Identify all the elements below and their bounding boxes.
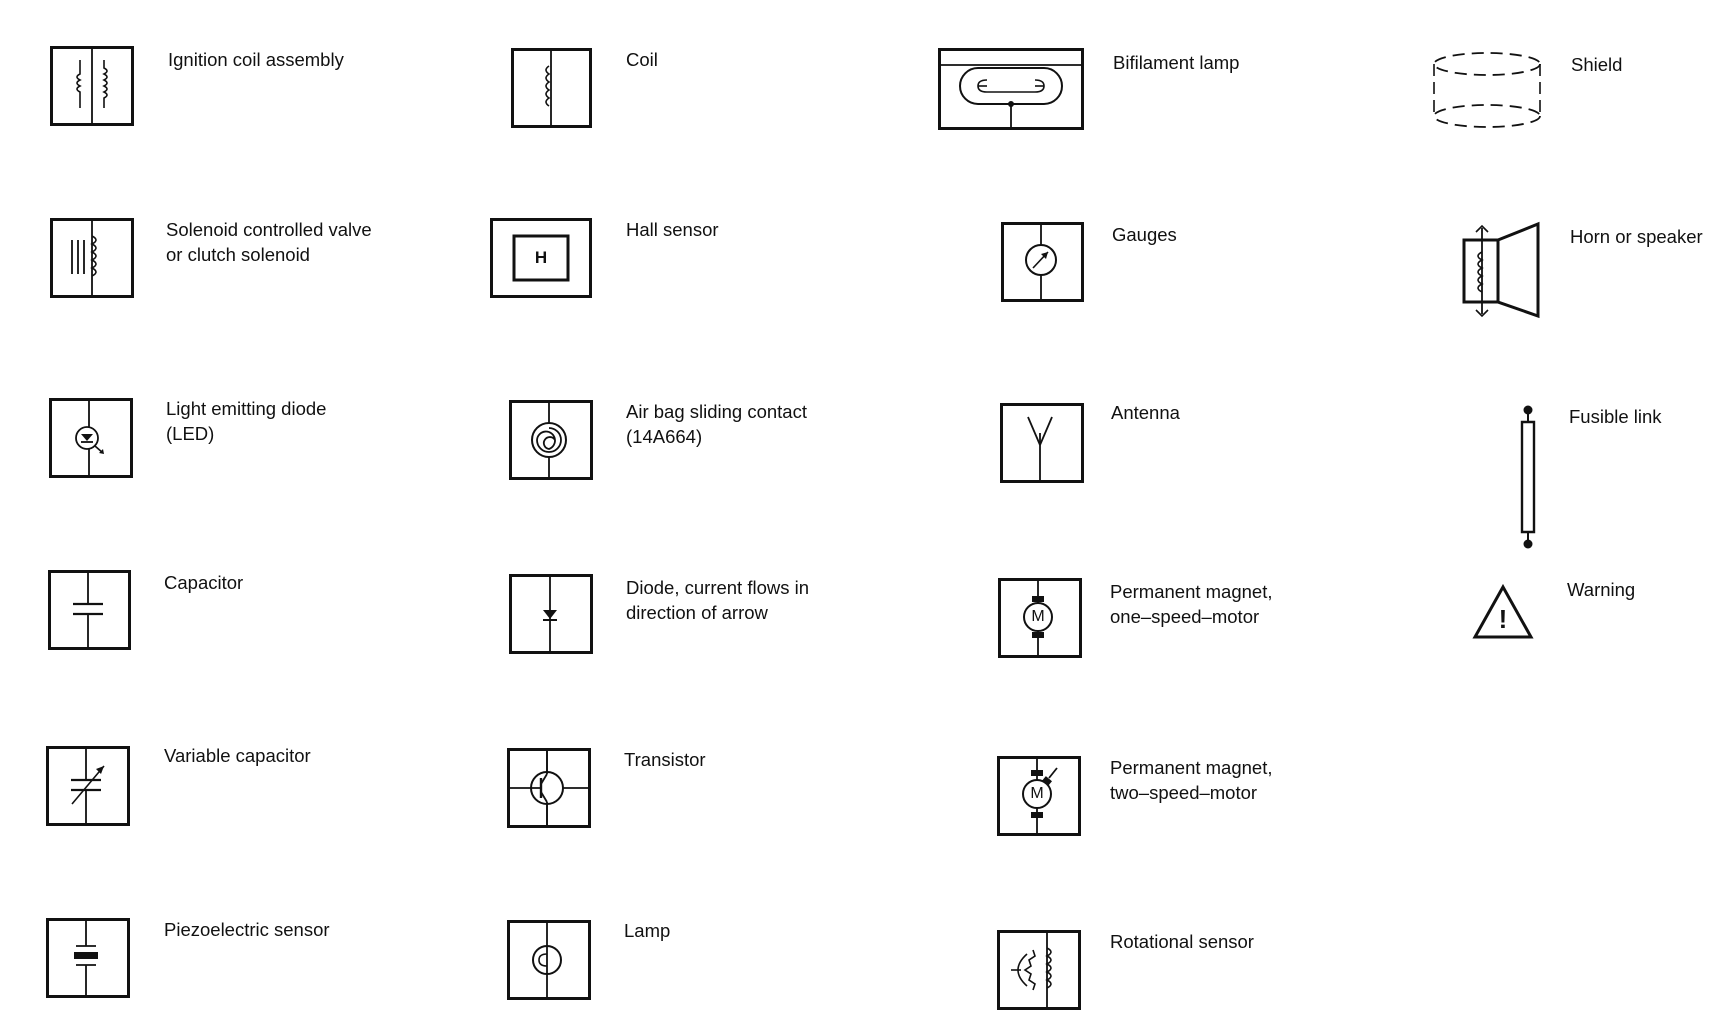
label-line: (14A664) — [626, 426, 703, 447]
label-line: Diode, current flows in — [626, 577, 810, 598]
label-line: Shield — [1571, 54, 1623, 75]
rotational-sensor-icon — [997, 930, 1081, 1010]
label-line: Horn or speaker — [1570, 226, 1703, 247]
airbag-sliding-contact-label — [626, 399, 807, 449]
label-line: Solenoid controlled valve — [166, 219, 372, 240]
variable-capacitor-label — [164, 743, 311, 768]
rotational-sensor-label — [1110, 929, 1254, 954]
gauge-icon — [1001, 222, 1084, 302]
label-line: Bifilament lamp — [1113, 52, 1240, 73]
gauges-label — [1112, 222, 1177, 247]
led-label — [166, 396, 326, 446]
shield-icon — [1432, 50, 1542, 132]
one-speed-motor-icon — [998, 578, 1082, 658]
hall-sensor-label — [626, 217, 719, 242]
label-line: Rotational sensor — [1110, 931, 1254, 952]
label-line: (LED) — [166, 423, 215, 444]
hall-glyph: H — [534, 248, 548, 267]
transistor-icon — [507, 748, 591, 828]
solenoid-valve-label — [166, 217, 372, 267]
ignition-coil-assembly-label — [168, 47, 344, 72]
label-line: Antenna — [1111, 402, 1180, 423]
lamp-label — [624, 918, 670, 943]
capacitor-icon — [48, 570, 131, 650]
fusible-link-icon — [1518, 404, 1538, 550]
label-line: Lamp — [624, 920, 671, 941]
label-line: Light emitting diode — [166, 398, 327, 419]
antenna-icon — [1000, 403, 1084, 483]
bifilament-lamp-icon — [938, 48, 1084, 130]
motor-glyph: M — [1030, 785, 1044, 802]
coil-icon — [511, 48, 592, 128]
capacitor-label — [164, 570, 243, 595]
bifilament-lamp-label — [1113, 50, 1239, 75]
lamp-icon — [507, 920, 591, 1000]
label-line: Capacitor — [164, 572, 244, 593]
transistor-label — [624, 747, 706, 772]
two-speed-motor-label — [1110, 755, 1272, 805]
label-line: Hall sensor — [626, 219, 719, 240]
label-line: direction of arrow — [626, 602, 768, 623]
label-line: Fusible link — [1569, 406, 1662, 427]
antenna-label — [1111, 400, 1180, 425]
label-line: Warning — [1567, 579, 1636, 600]
led-icon — [49, 398, 133, 478]
label-line: or clutch solenoid — [166, 244, 310, 265]
ignition-coil-assembly-icon — [50, 46, 134, 126]
label-line: Ignition coil assembly — [168, 49, 344, 70]
label-line: Permanent magnet, — [1110, 581, 1273, 602]
label-line: Transistor — [624, 749, 706, 770]
label-line: one–speed–motor — [1110, 606, 1260, 627]
diode-icon — [509, 574, 593, 654]
hall-sensor-icon — [490, 218, 592, 298]
warning-icon — [1472, 584, 1534, 640]
airbag-sliding-contact-icon — [509, 400, 593, 480]
horn-speaker-label — [1570, 224, 1703, 249]
label-line: Piezoelectric sensor — [164, 919, 330, 940]
horn-speaker-icon — [1460, 222, 1540, 318]
label-line: two–speed–motor — [1110, 782, 1258, 803]
shield-label — [1571, 52, 1622, 77]
two-speed-motor-icon — [997, 756, 1081, 836]
label-line: Coil — [626, 49, 658, 70]
motor-glyph: M — [1031, 608, 1045, 625]
label-line: Air bag sliding contact — [626, 401, 807, 422]
coil-label — [626, 47, 658, 72]
label-line: Gauges — [1112, 224, 1177, 245]
one-speed-motor-label — [1110, 579, 1272, 629]
diode-label — [626, 575, 809, 625]
label-line: Variable capacitor — [164, 745, 311, 766]
piezoelectric-sensor-label — [164, 917, 330, 942]
label-line: Permanent magnet, — [1110, 757, 1273, 778]
fusible-link-label — [1569, 404, 1662, 429]
warning-label — [1567, 577, 1635, 602]
piezoelectric-sensor-icon — [46, 918, 130, 998]
warning-glyph: ! — [1498, 604, 1508, 634]
variable-capacitor-icon — [46, 746, 130, 826]
solenoid-valve-icon — [50, 218, 134, 298]
